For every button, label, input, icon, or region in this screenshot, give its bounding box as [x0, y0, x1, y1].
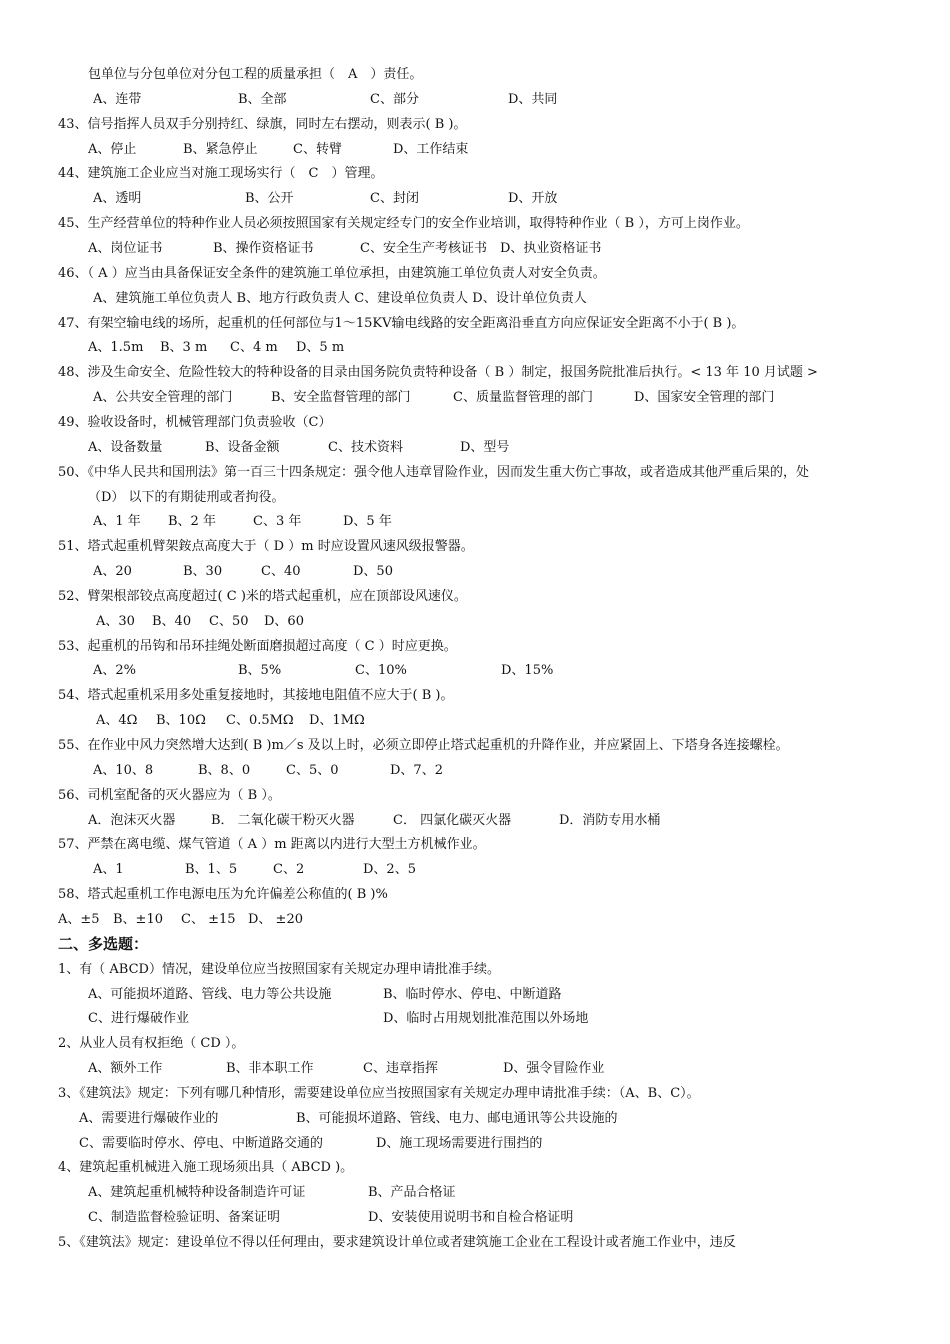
answer-option: B、安全监督管理的部门 — [271, 390, 411, 406]
answer-option: C、安全生产考核证书 — [360, 241, 487, 256]
answer-option: B、40 — [152, 613, 192, 629]
answer-option: D、施工现场需要进行围挡的 — [376, 1135, 543, 1151]
answer-option: B、30 — [183, 564, 223, 579]
answer-option: D、国家安全管理的部门 — [634, 390, 775, 406]
question-text: 4、建筑起重机械进入施工现场须出具（ ABCD )。 — [58, 1160, 354, 1176]
question-text: 52、臂架根部铰点高度超过( C )米的塔式起重机，应在顶部设风速仪。 — [58, 588, 467, 604]
answer-option: B、非本职工作 — [226, 1061, 314, 1076]
answer-option: D．消防专用水桶 — [559, 812, 661, 828]
answer-option: D、工作结束 — [393, 141, 469, 157]
answer-option: B、操作资格证书 — [213, 241, 314, 256]
option-row — [74, 609, 898, 634]
answer-option: A、20 — [93, 564, 132, 579]
answer-option: C、进行爆破作业 — [88, 1011, 189, 1027]
answer-option: B、2 年 — [168, 514, 216, 530]
answer-option: C、5、0 — [286, 762, 339, 778]
answer-option: D、50 — [353, 564, 393, 579]
answer-option: B、产品合格证 — [368, 1185, 456, 1201]
answer-option: D、7、2 — [390, 762, 443, 778]
answer-option: C、2 — [273, 862, 305, 878]
answer-option: D、开放 — [508, 191, 558, 207]
question-text: 51、塔式起重机臂架銨点高度大于（ D ）m 时应设置风速风级报警器。 — [58, 539, 474, 555]
question-text: 58、塔式起重机工作电源电压为允许偏差公称值的( B )% — [58, 887, 388, 903]
question-text: （D） 以下的有期徒刑或者拘役。 — [88, 489, 285, 505]
answer-option: D、临时占用规划批准范围以外场地 — [383, 1011, 589, 1027]
question-text: 1、有（ ABCD）情况，建设单位应当按照国家有关规定办理申请批准手续。 — [58, 961, 500, 977]
question-text: 49、验收设备时，机械管理部门负责验收（C） — [58, 414, 332, 430]
question-text: A、建筑施工单位负责人 B、地方行政负责人 C、建设单位负责人 D、设计单位负责人 — [93, 290, 587, 306]
answer-option: C、4 m — [230, 340, 278, 356]
option-row — [93, 186, 898, 211]
answer-option: D、安装使用说明书和自检合格证明 — [368, 1210, 574, 1226]
answer-option: A、1 年 — [93, 514, 141, 530]
question-text: 46、（ A ）应当由具备保证安全条件的建筑施工单位承担，由建筑施工单位负责人对安全负责。 — [58, 265, 606, 281]
answer-option: A、10、8 — [93, 762, 154, 778]
answer-option: B、设备金额 — [205, 439, 280, 455]
option-row — [88, 1056, 898, 1081]
question-text: 55、在作业中风力突然增大达到( B )m／s 及以上时，必须立即停止塔式起重机的升降作业，并应紧固上、下塔身各连接螺栓。 — [58, 738, 789, 753]
answer-option: A、1.5m — [88, 340, 144, 356]
answer-option: A、需要进行爆破作业的 — [79, 1110, 219, 1126]
answer-option: A、岗位证书 — [88, 241, 163, 256]
option-row — [93, 385, 898, 410]
answer-option: D、15% — [501, 663, 554, 679]
answer-option: C、制造监督检验证明、备案证明 — [88, 1210, 280, 1226]
option-row — [88, 982, 898, 1007]
answer-option: B、可能损坏道路、管线、电力、邮电通讯等公共设施的 — [296, 1110, 618, 1126]
answer-option: D、执业资格证书 — [500, 241, 602, 256]
option-row — [88, 808, 898, 833]
answer-option: C、质量监督管理的部门 — [453, 390, 593, 406]
option-row — [93, 857, 898, 882]
answer-option: C、10% — [355, 663, 407, 679]
question-text: 2、从业人员有权拒绝（ CD ）。 — [58, 1036, 245, 1052]
answer-option: C、违章指挥 — [363, 1061, 438, 1076]
answer-option: A、公共安全管理的部门 — [93, 390, 233, 406]
option-row — [74, 1131, 898, 1156]
option-row — [88, 335, 898, 360]
answer-option: B、临时停水、停电、中断道路 — [383, 986, 562, 1002]
option-row — [88, 236, 898, 261]
answer-option: D、2、5 — [363, 862, 416, 878]
question-text: 3、《建筑法》规定：下列有哪几种情形，需要建设单位应当按照国家有关规定办理申请批准手续：（A、B、C）。 — [58, 1085, 700, 1101]
question-text: 44、建筑施工企业应当对施工现场实行（ C ）管理。 — [58, 166, 384, 182]
question-text: 54、塔式起重机采用多处重复接地时，其接地电阻值不应大于( B )。 — [58, 688, 454, 704]
question-text: 56、司机室配备的灭火器应为（ B ）。 — [58, 787, 281, 803]
answer-option: C、40 — [261, 564, 301, 579]
answer-option: A、2% — [93, 663, 137, 679]
option-row — [93, 559, 898, 584]
answer-option: A、设备数量 — [88, 439, 163, 455]
option-row — [88, 137, 898, 162]
question-text: 57、严禁在离电缆、煤气管道（ A ）m 距离以内进行大型土方机械作业。 — [58, 837, 486, 853]
answer-option: C、50 — [209, 613, 249, 629]
question-text: 50、《中华人民共和国刑法》第一百三十四条规定：强令他人违章冒险作业，因而发生重大伤亡事故，或者造成其他严重后果的，处 — [58, 464, 810, 480]
question-text: 5、《建筑法》规定：建设单位不得以任何理由，要求建筑设计单位或者建筑施工企业在工程设计或者施工作业中，违反 — [58, 1235, 736, 1250]
question-text: 包单位与分包单位对分包工程的质量承担（ A ）责任。 — [88, 67, 423, 82]
answer-option: D、5 m — [296, 340, 345, 356]
answer-option: B、1、5 — [185, 862, 238, 878]
answer-option: B、公开 — [245, 191, 294, 207]
answer-option: B、8、0 — [198, 762, 251, 778]
option-row — [58, 907, 898, 932]
option-row — [74, 1106, 898, 1131]
option-row — [93, 658, 898, 683]
option-row — [93, 509, 898, 534]
answer-option: B、5% — [238, 663, 282, 679]
answer-option: B、3 m — [160, 340, 208, 356]
answer-option: A、±5 — [58, 911, 100, 927]
answer-option: D、 ±20 — [248, 911, 303, 927]
answer-option: A、透明 — [93, 191, 142, 207]
answer-option: B、紧急停止 — [183, 141, 258, 157]
option-row — [93, 87, 898, 112]
answer-option: D、60 — [264, 613, 304, 629]
answer-option: C、转臂 — [293, 141, 342, 157]
answer-option: C、0.5MΩ — [226, 713, 294, 729]
answer-option: C、需要临时停水、停电、中断道路交通的 — [79, 1135, 323, 1151]
option-row — [88, 435, 898, 460]
answer-option: A、停止 — [88, 141, 137, 157]
answer-option: C． 四氯化碳灭火器 — [393, 812, 512, 828]
question-text: 45、生产经营单位的特种作业人员必须按照国家有关规定经专门的安全作业培训，取得特种作业（ B ），方可上岗作业。 — [58, 216, 749, 232]
question-text: 47、有架空输电线的场所，起重机的任何部位与1～15KV输电线路的安全距离沿垂直方向应保证安全距离不小于( B )。 — [58, 315, 745, 331]
option-row — [93, 758, 898, 783]
answer-option: D、共同 — [508, 91, 558, 107]
option-row — [88, 1006, 898, 1031]
answer-option: C、3 年 — [253, 514, 302, 530]
option-row — [88, 1180, 898, 1205]
answer-option: D、型号 — [460, 439, 510, 455]
answer-option: B、10Ω — [156, 713, 206, 729]
answer-option: B、全部 — [238, 91, 287, 107]
question-text: 43、信号指挥人员双手分别持红、绿旗，同时左右摆动，则表示( B )。 — [58, 116, 467, 132]
answer-option: D、强令冒险作业 — [503, 1061, 605, 1076]
answer-option: B、±10 — [113, 911, 163, 927]
question-text: 53、起重机的吊钩和吊环挂绳处断面磨损超过高度（ C ）时应更换。 — [58, 638, 457, 654]
answer-option: A、建筑起重机械特种设备制造许可证 — [88, 1185, 306, 1201]
section-heading: 二、多选题： — [58, 934, 149, 953]
answer-option: A、30 — [96, 613, 135, 629]
answer-option: A、额外工作 — [88, 1061, 163, 1076]
answer-option: D、1MΩ — [309, 713, 365, 729]
question-text: 48、涉及生命安全、危险性较大的特种设备的目录由国务院负责特种设备（ B ）制定，报国务院批准后执行。< 13 年 10 月试题 > — [58, 365, 818, 381]
option-row — [88, 1205, 898, 1230]
answer-option: A、4Ω — [96, 713, 138, 729]
answer-option: A．泡沫灭火器 — [88, 812, 176, 828]
answer-option: C、 ±15 — [181, 911, 236, 927]
answer-option: B． 二氧化碳干粉灭火器 — [211, 812, 355, 828]
answer-option: C、部分 — [370, 91, 419, 107]
answer-option: D、5 年 — [343, 514, 392, 530]
answer-option: A、可能损坏道路、管线、电力等公共设施 — [88, 986, 332, 1002]
answer-option: A、1 — [93, 862, 124, 878]
answer-option: C、技术资料 — [328, 439, 403, 455]
answer-option: C、封闭 — [370, 191, 419, 207]
option-row — [74, 708, 898, 733]
answer-option: A、连带 — [93, 91, 142, 107]
